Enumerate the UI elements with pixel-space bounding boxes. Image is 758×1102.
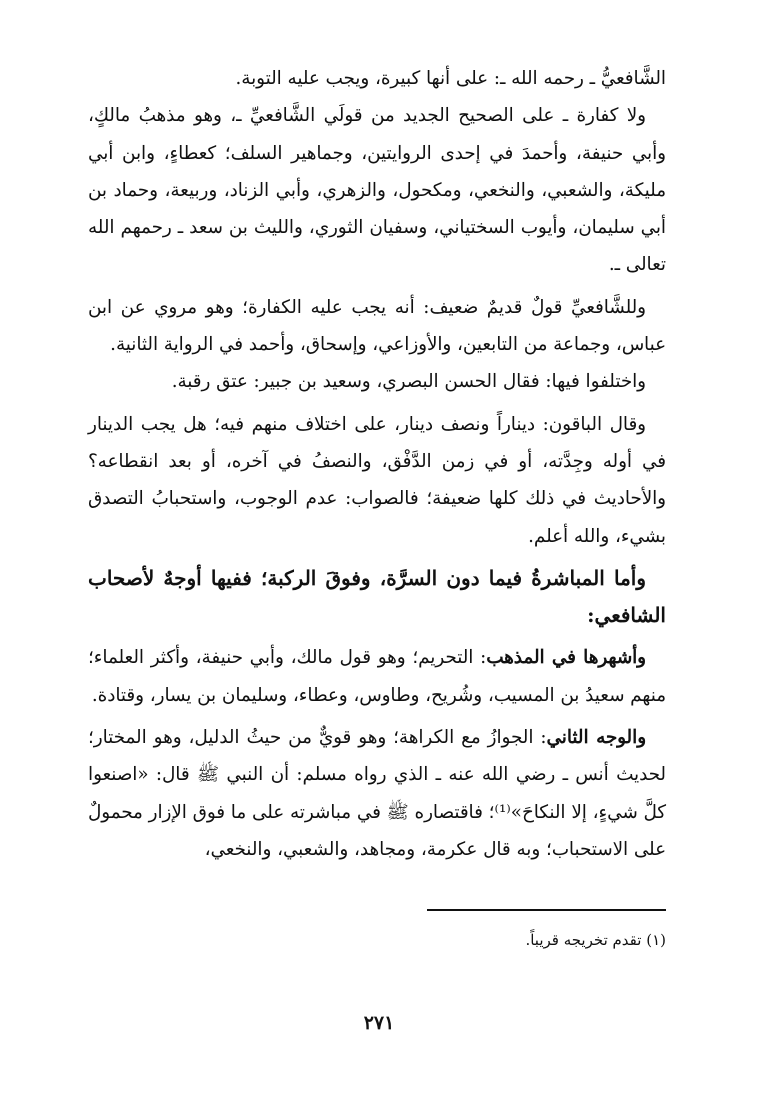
paragraph-old-opinion: [88, 289, 666, 364]
paragraph-most-famous: [88, 639, 666, 714]
paragraph-second-aspect: [88, 719, 666, 868]
paragraph-no-expiation: [88, 97, 666, 283]
paragraph-continuation: [88, 60, 666, 97]
text-run: وللشَّافعيِّ قولٌ قديمٌ ضعيف: أنه يجب عليه الكفارة؛ وهو مروي عن ابن عباس، وجماعة من التابعين، والأوزاعي، وإسحاق، وأحمد في الرواية الثانية.: [88, 296, 666, 356]
text-run: : التحريم؛ وهو قول مالك، وأبي حنيفة، وأكثر العلماء؛ منهم سعيدُ بن المسيب، وشُريح، وطاوس، وعطاء، وسليمان بن يسار، وقتادة.: [88, 647, 666, 706]
footnote-text: تقدم تخريجه قريباً.: [525, 931, 642, 949]
section-heading: [88, 560, 666, 635]
text-run: واختلفوا فيها: فقال الحسن البصري، وسعيد بن جبير: عتق رقبة.: [171, 371, 646, 393]
footnote: [300, 928, 666, 952]
text-run: الشَّافعيُّ ـ رحمه الله ـ: على أنها كبيرة، ويجب عليه التوبة.: [235, 68, 666, 89]
bold-lead: والوجه الثاني: [546, 727, 647, 749]
text-run: ولا كفارة ـ على الصحيح الجديد من قولَي الشَّافعيِّ ـ، وهو مذهبُ مالكٍ، وأبي حنيفة، وأحمدَ في إحدى الروايتين، وجماهير السلف؛ كعطاءٍ، وابن أبي مليكة، والشعبي، والنخعي، ومكحول، والزهري، وأبي الزناد، وربيعة، وحماد بن أبي سليمان، وأيوب السختياني، وسفيان الثوري، والليث بن سعد ـ رحمهم الله تعالى ـ.: [88, 105, 666, 276]
footnote-marker: (١): [646, 931, 666, 949]
page-number: ٢٧١: [363, 1012, 395, 1034]
heading-text: وأما المباشرةُ فيما دون السرَّة، وفوقَ الركبة؛ ففيها أوجهٌ لأصحاب الشافعي:: [88, 565, 666, 628]
text-run: : الجوازُ مع الكراهة؛ وهو قويٌّ من حيثُ الدليل، وهو المختار؛ لحديث أنس ـ رضي الله عنه ـ الذي رواه مسلم: أن النبي ﷺ قال: «اصنعوا كلَّ شيءٍ، إلا النكاحَ»⁽¹⁾؛ فاقتصاره ﷺ في مباشرته على ما فوق الإزار محمولٌ على الاستحباب؛ وبه قال عكرمة، ومجاهد، والشعبي، والنخعي،: [88, 727, 666, 860]
body-text: [88, 60, 666, 868]
bold-lead: وأشهرها في المذهب: [486, 647, 646, 669]
footnote-separator: [427, 909, 666, 911]
text-run: وقال الباقون: ديناراً ونصف دينار، على اختلاف منهم فيه؛ هل يجب الدينار في أوله وجِدَّته، أو في زمن الدَّفْق، والنصفُ في آخره، أو بعد انقطاعه؟ والأحاديث في ذلك كلها ضعيفة؛ فالصواب: عدم الوجوب، واستحبابُ التصدق بشيء، والله أعلم.: [88, 413, 666, 547]
paragraph-disagreement: [88, 363, 666, 400]
paragraph-others-said: [88, 406, 666, 555]
